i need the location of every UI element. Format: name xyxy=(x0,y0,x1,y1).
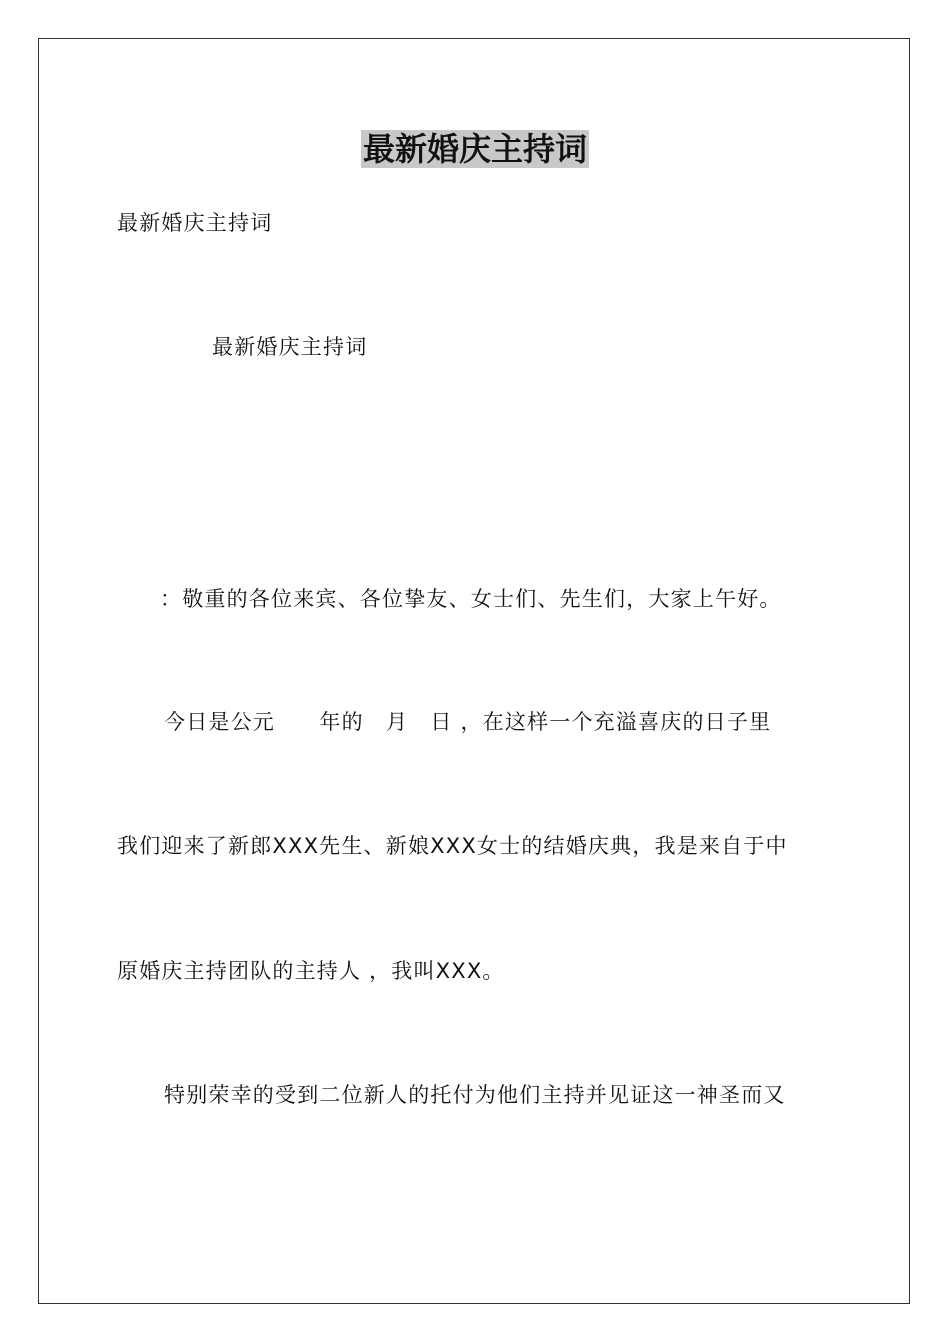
body-line-5: 特别荣幸的受到二位新人的托付为他们主持并见证这一神圣而又 xyxy=(164,1083,786,1107)
subtitle-line-1: 最新婚庆主持词 xyxy=(117,211,273,235)
document-title-text: 最新婚庆主持词 xyxy=(362,130,587,168)
subtitle-line-2: 最新婚庆主持词 xyxy=(212,335,368,359)
body-line-2: 今日是公元 年的 月 日 ，在这样一个充溢喜庆的日子里 xyxy=(164,710,772,734)
body-line-1: ：敬重的各位来宾、各位挚友、女士们、先生们，大家上午好。 xyxy=(160,587,782,611)
body-line-4: 原婚庆主持团队的主持人 ，我叫XXX。 xyxy=(117,959,505,983)
document-title xyxy=(0,125,950,173)
body-line-3: 我们迎来了新郎XXX先生、新娘XXX女士的结婚庆典，我是来自于中 xyxy=(117,834,788,858)
